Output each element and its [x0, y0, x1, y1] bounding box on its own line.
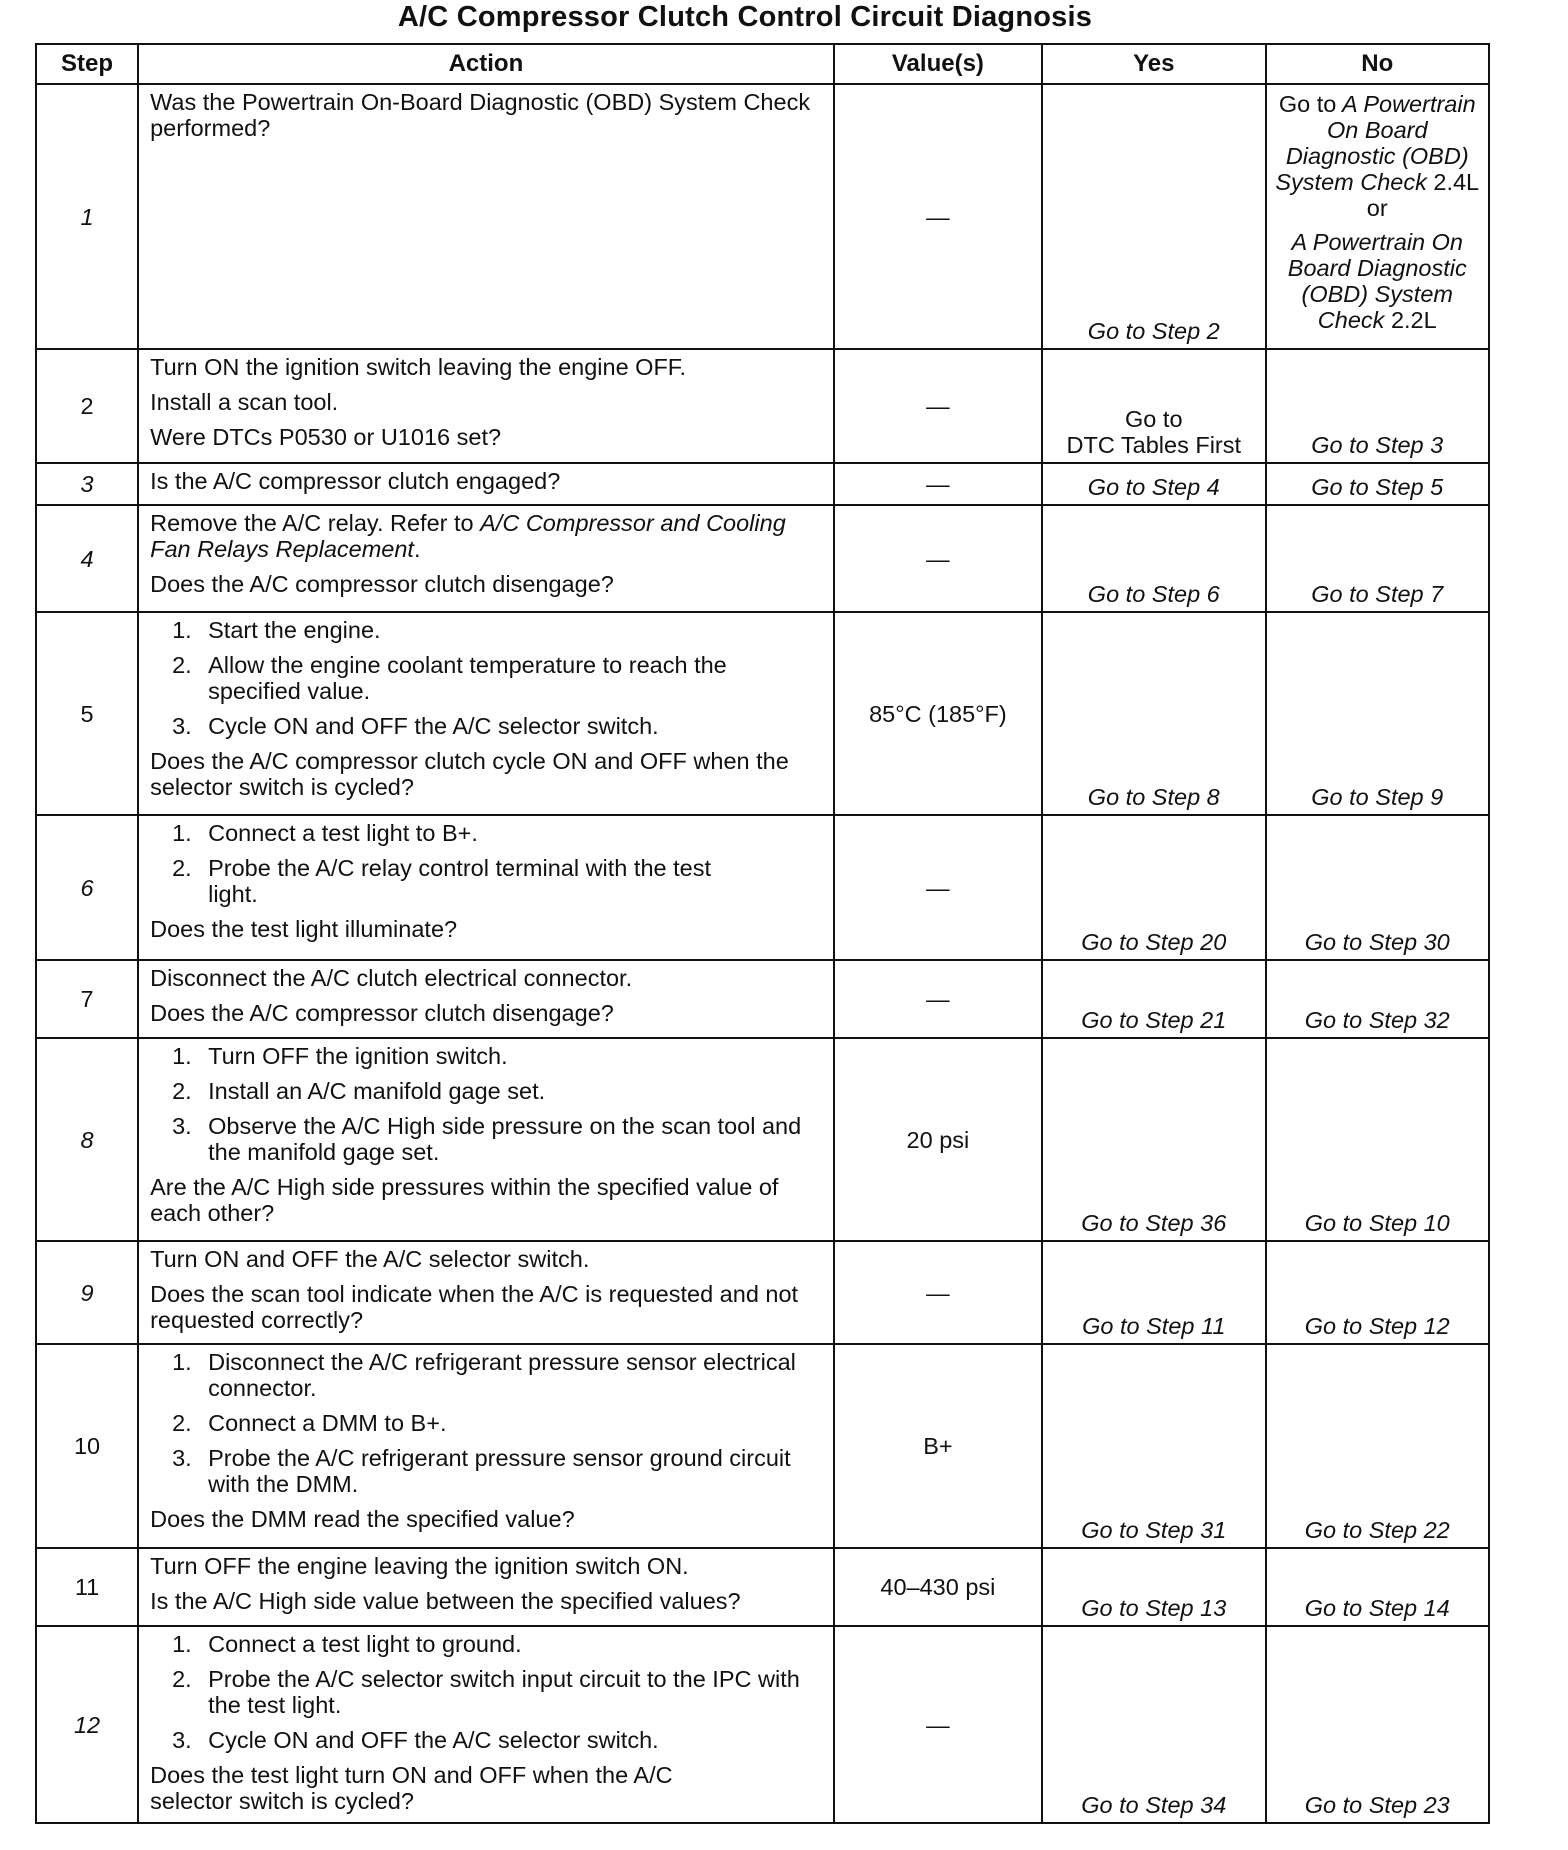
yes-cell: Go to Step 21	[1042, 960, 1265, 1038]
action-cell	[138, 815, 834, 960]
list-item	[150, 652, 823, 704]
action-cell	[138, 349, 834, 463]
no-cell: Go to Step 10	[1266, 1038, 1490, 1241]
table-row	[36, 505, 1489, 612]
list-text: Probe the A/C refrigerant pressure sensor ground circuit with the DMM.	[208, 1445, 791, 1497]
list-item	[150, 1078, 823, 1104]
list-number: 2.	[172, 1666, 192, 1692]
action-question: Does the DMM read the specified value?	[150, 1506, 575, 1532]
step-number: 3	[36, 463, 138, 505]
list-item	[150, 1727, 823, 1753]
action-text: Does the A/C compressor clutch disengage?	[150, 571, 614, 597]
table-row	[36, 1344, 1489, 1548]
yes-cell: Go to Step 4	[1042, 463, 1265, 505]
no-ref-prefix: Go to	[1278, 91, 1337, 117]
action-cell	[138, 960, 834, 1038]
header-row	[36, 44, 1489, 84]
list-number: 2.	[172, 1078, 192, 1104]
table-row	[36, 815, 1489, 960]
action-cell	[138, 1548, 834, 1626]
no-cell: Go to Step 7	[1266, 505, 1490, 612]
list-text: Start the engine.	[208, 617, 381, 643]
header-action: Action	[138, 44, 834, 84]
list-text: Turn OFF the ignition switch.	[208, 1043, 508, 1069]
no-cell: Go to Step 32	[1266, 960, 1490, 1038]
list-item	[150, 1349, 823, 1401]
diagnosis-table	[35, 43, 1490, 1824]
no-ref-link[interactable]: A Powertrain On Board Diagnostic (OBD) System Check	[1287, 229, 1467, 333]
value-cell: —	[834, 1626, 1042, 1823]
list-item	[150, 855, 823, 907]
no-cell: Go to Step 5	[1266, 463, 1490, 505]
value-cell: —	[834, 84, 1042, 349]
action-cell	[138, 505, 834, 612]
action-text: Turn ON the ignition switch leaving the engine OFF.	[150, 354, 687, 380]
yes-cell: Go to Step 13	[1042, 1548, 1265, 1626]
value-cell: —	[834, 463, 1042, 505]
list-item	[150, 1113, 823, 1165]
table-row	[36, 1626, 1489, 1823]
table-row	[36, 1548, 1489, 1626]
no-ref-suffix: 2.2L	[1390, 307, 1437, 333]
value-cell: 85°C (185°F)	[834, 612, 1042, 815]
action-text: Were DTCs P0530 or U1016 set?	[150, 424, 502, 450]
step-number: 9	[36, 1241, 138, 1344]
list-number: 1.	[172, 1043, 192, 1069]
step-number: 4	[36, 505, 138, 612]
action-question: Does the A/C compressor clutch cycle ON and OFF when the selector switch is cycled?	[150, 748, 789, 800]
value-cell: —	[834, 1241, 1042, 1344]
step-number: 6	[36, 815, 138, 960]
no-cell: Go to Step 30	[1266, 815, 1490, 960]
no-cell: Go to Step 3	[1266, 349, 1490, 463]
yes-cell: Go to Step 11	[1042, 1241, 1265, 1344]
step-number: 10	[36, 1344, 138, 1548]
list-number: 1.	[172, 617, 192, 643]
action-text: Is the A/C High side value between the specified values?	[150, 1588, 741, 1614]
list-item	[150, 1631, 823, 1657]
list-text: Cycle ON and OFF the A/C selector switch.	[208, 1727, 659, 1753]
list-number: 1.	[172, 1631, 192, 1657]
no-reference-1	[1271, 91, 1485, 221]
table-row	[36, 1241, 1489, 1344]
no-cell: Go to Step 9	[1266, 612, 1490, 815]
yes-cell: Go to Step 31	[1042, 1344, 1265, 1548]
no-reference-2	[1271, 229, 1485, 333]
action-text: Does the scan tool indicate when the A/C is requested and not requested correctly?	[150, 1281, 799, 1333]
list-item	[150, 1666, 823, 1718]
step-number: 11	[36, 1548, 138, 1626]
yes-cell: Go to Step 34	[1042, 1626, 1265, 1823]
action-text: Does the A/C compressor clutch disengage?	[150, 1000, 614, 1026]
action-cell	[138, 1038, 834, 1241]
step-number: 5	[36, 612, 138, 815]
list-text: Install an A/C manifold gage set.	[208, 1078, 546, 1104]
list-item	[150, 820, 823, 846]
list-item	[150, 617, 823, 643]
list-item	[150, 1445, 823, 1497]
action-question: Are the A/C High side pressures within the specified value of each other?	[150, 1174, 779, 1226]
list-number: 3.	[172, 1113, 192, 1139]
action-text: Turn OFF the engine leaving the ignition switch ON.	[150, 1553, 689, 1579]
action-text: Install a scan tool.	[150, 389, 339, 415]
header-no: No	[1266, 44, 1490, 84]
header-values: Value(s)	[834, 44, 1042, 84]
no-cell: Go to Step 22	[1266, 1344, 1490, 1548]
list-text: Observe the A/C High side pressure on the scan tool and the manifold gage set.	[208, 1113, 802, 1165]
page-title: A/C Compressor Clutch Control Circuit Diagnosis	[397, 1, 1093, 33]
value-cell: B+	[834, 1344, 1042, 1548]
no-ref-link[interactable]: A Powertrain On Board Diagnostic (OBD) System Check	[1275, 91, 1476, 195]
list-item	[150, 1043, 823, 1069]
list-number: 3.	[172, 713, 192, 739]
step-number: 8	[36, 1038, 138, 1241]
header-yes: Yes	[1042, 44, 1265, 84]
list-text: Probe the A/C selector switch input circuit to the IPC with the test light.	[208, 1666, 800, 1718]
list-number: 3.	[172, 1445, 192, 1471]
value-cell: 40–430 psi	[834, 1548, 1042, 1626]
action-cell	[138, 1344, 834, 1548]
value-cell: —	[834, 960, 1042, 1038]
table-row	[36, 349, 1489, 463]
list-text: Connect a test light to B+.	[208, 820, 478, 846]
action-intro: Remove the A/C relay. Refer to	[150, 510, 474, 536]
list-text: Connect a test light to ground.	[208, 1631, 522, 1657]
list-text: Disconnect the A/C refrigerant pressure sensor electrical connector.	[208, 1349, 796, 1401]
table-row	[36, 1038, 1489, 1241]
list-text: Allow the engine coolant temperature to reach the specified value.	[208, 652, 727, 704]
list-number: 2.	[172, 652, 192, 678]
list-item	[150, 1410, 823, 1436]
no-cell: Go to Step 23	[1266, 1626, 1490, 1823]
table-row	[36, 612, 1489, 815]
action-cell	[138, 1626, 834, 1823]
step-number: 12	[36, 1626, 138, 1823]
action-text: Disconnect the A/C clutch electrical connector.	[150, 965, 633, 991]
yes-cell: Go to Step 2	[1042, 84, 1265, 349]
table-row	[36, 960, 1489, 1038]
no-cell: Go to Step 12	[1266, 1241, 1490, 1344]
action-text: Turn ON and OFF the A/C selector switch.	[150, 1246, 590, 1272]
action-cell	[138, 463, 834, 505]
list-number: 1.	[172, 820, 192, 846]
header-step: Step	[36, 44, 138, 84]
yes-cell: Go to Step 6	[1042, 505, 1265, 612]
list-number: 1.	[172, 1349, 192, 1375]
table-row	[36, 463, 1489, 505]
list-text: Cycle ON and OFF the A/C selector switch.	[208, 713, 659, 739]
action-question: Does the test light illuminate?	[150, 916, 458, 942]
yes-cell: Go to Step 36	[1042, 1038, 1265, 1241]
step-number: 7	[36, 960, 138, 1038]
step-number: 1	[36, 84, 138, 349]
action-question: Does the test light turn ON and OFF when the A/C selector switch is cycled?	[150, 1762, 673, 1814]
value-cell: —	[834, 505, 1042, 612]
action-text: Was the Powertrain On-Board Diagnostic (OBD) System Check performed?	[150, 89, 811, 141]
value-cell: 20 psi	[834, 1038, 1042, 1241]
list-number: 2.	[172, 855, 192, 881]
action-cell	[138, 1241, 834, 1344]
table-row	[36, 84, 1489, 349]
action-cell	[138, 612, 834, 815]
no-cell	[1266, 84, 1490, 349]
no-ref-suffix: 2.4L or	[1366, 169, 1480, 221]
list-number: 2.	[172, 1410, 192, 1436]
list-text: Connect a DMM to B+.	[208, 1410, 447, 1436]
list-number: 3.	[172, 1727, 192, 1753]
procedure-reference-link[interactable]: A/C Compressor and Cooling Fan Relays Replacement	[150, 510, 786, 562]
yes-text: DTC Tables First	[1066, 432, 1242, 458]
no-cell: Go to Step 14	[1266, 1548, 1490, 1626]
yes-text: Go to	[1125, 406, 1183, 432]
list-item	[150, 713, 823, 739]
value-cell: —	[834, 815, 1042, 960]
list-text: Probe the A/C relay control terminal with the test light.	[208, 855, 711, 907]
yes-cell: Go to Step 8	[1042, 612, 1265, 815]
value-cell: —	[834, 349, 1042, 463]
action-cell	[138, 84, 834, 349]
action-text: Remove the A/C relay. Refer to A/C Compressor and Cooling Fan Relays Replacement.	[150, 510, 786, 562]
step-number: 2	[36, 349, 138, 463]
action-text: Is the A/C compressor clutch engaged?	[150, 468, 561, 494]
yes-cell: Go to Step 20	[1042, 815, 1265, 960]
yes-cell	[1042, 349, 1265, 463]
